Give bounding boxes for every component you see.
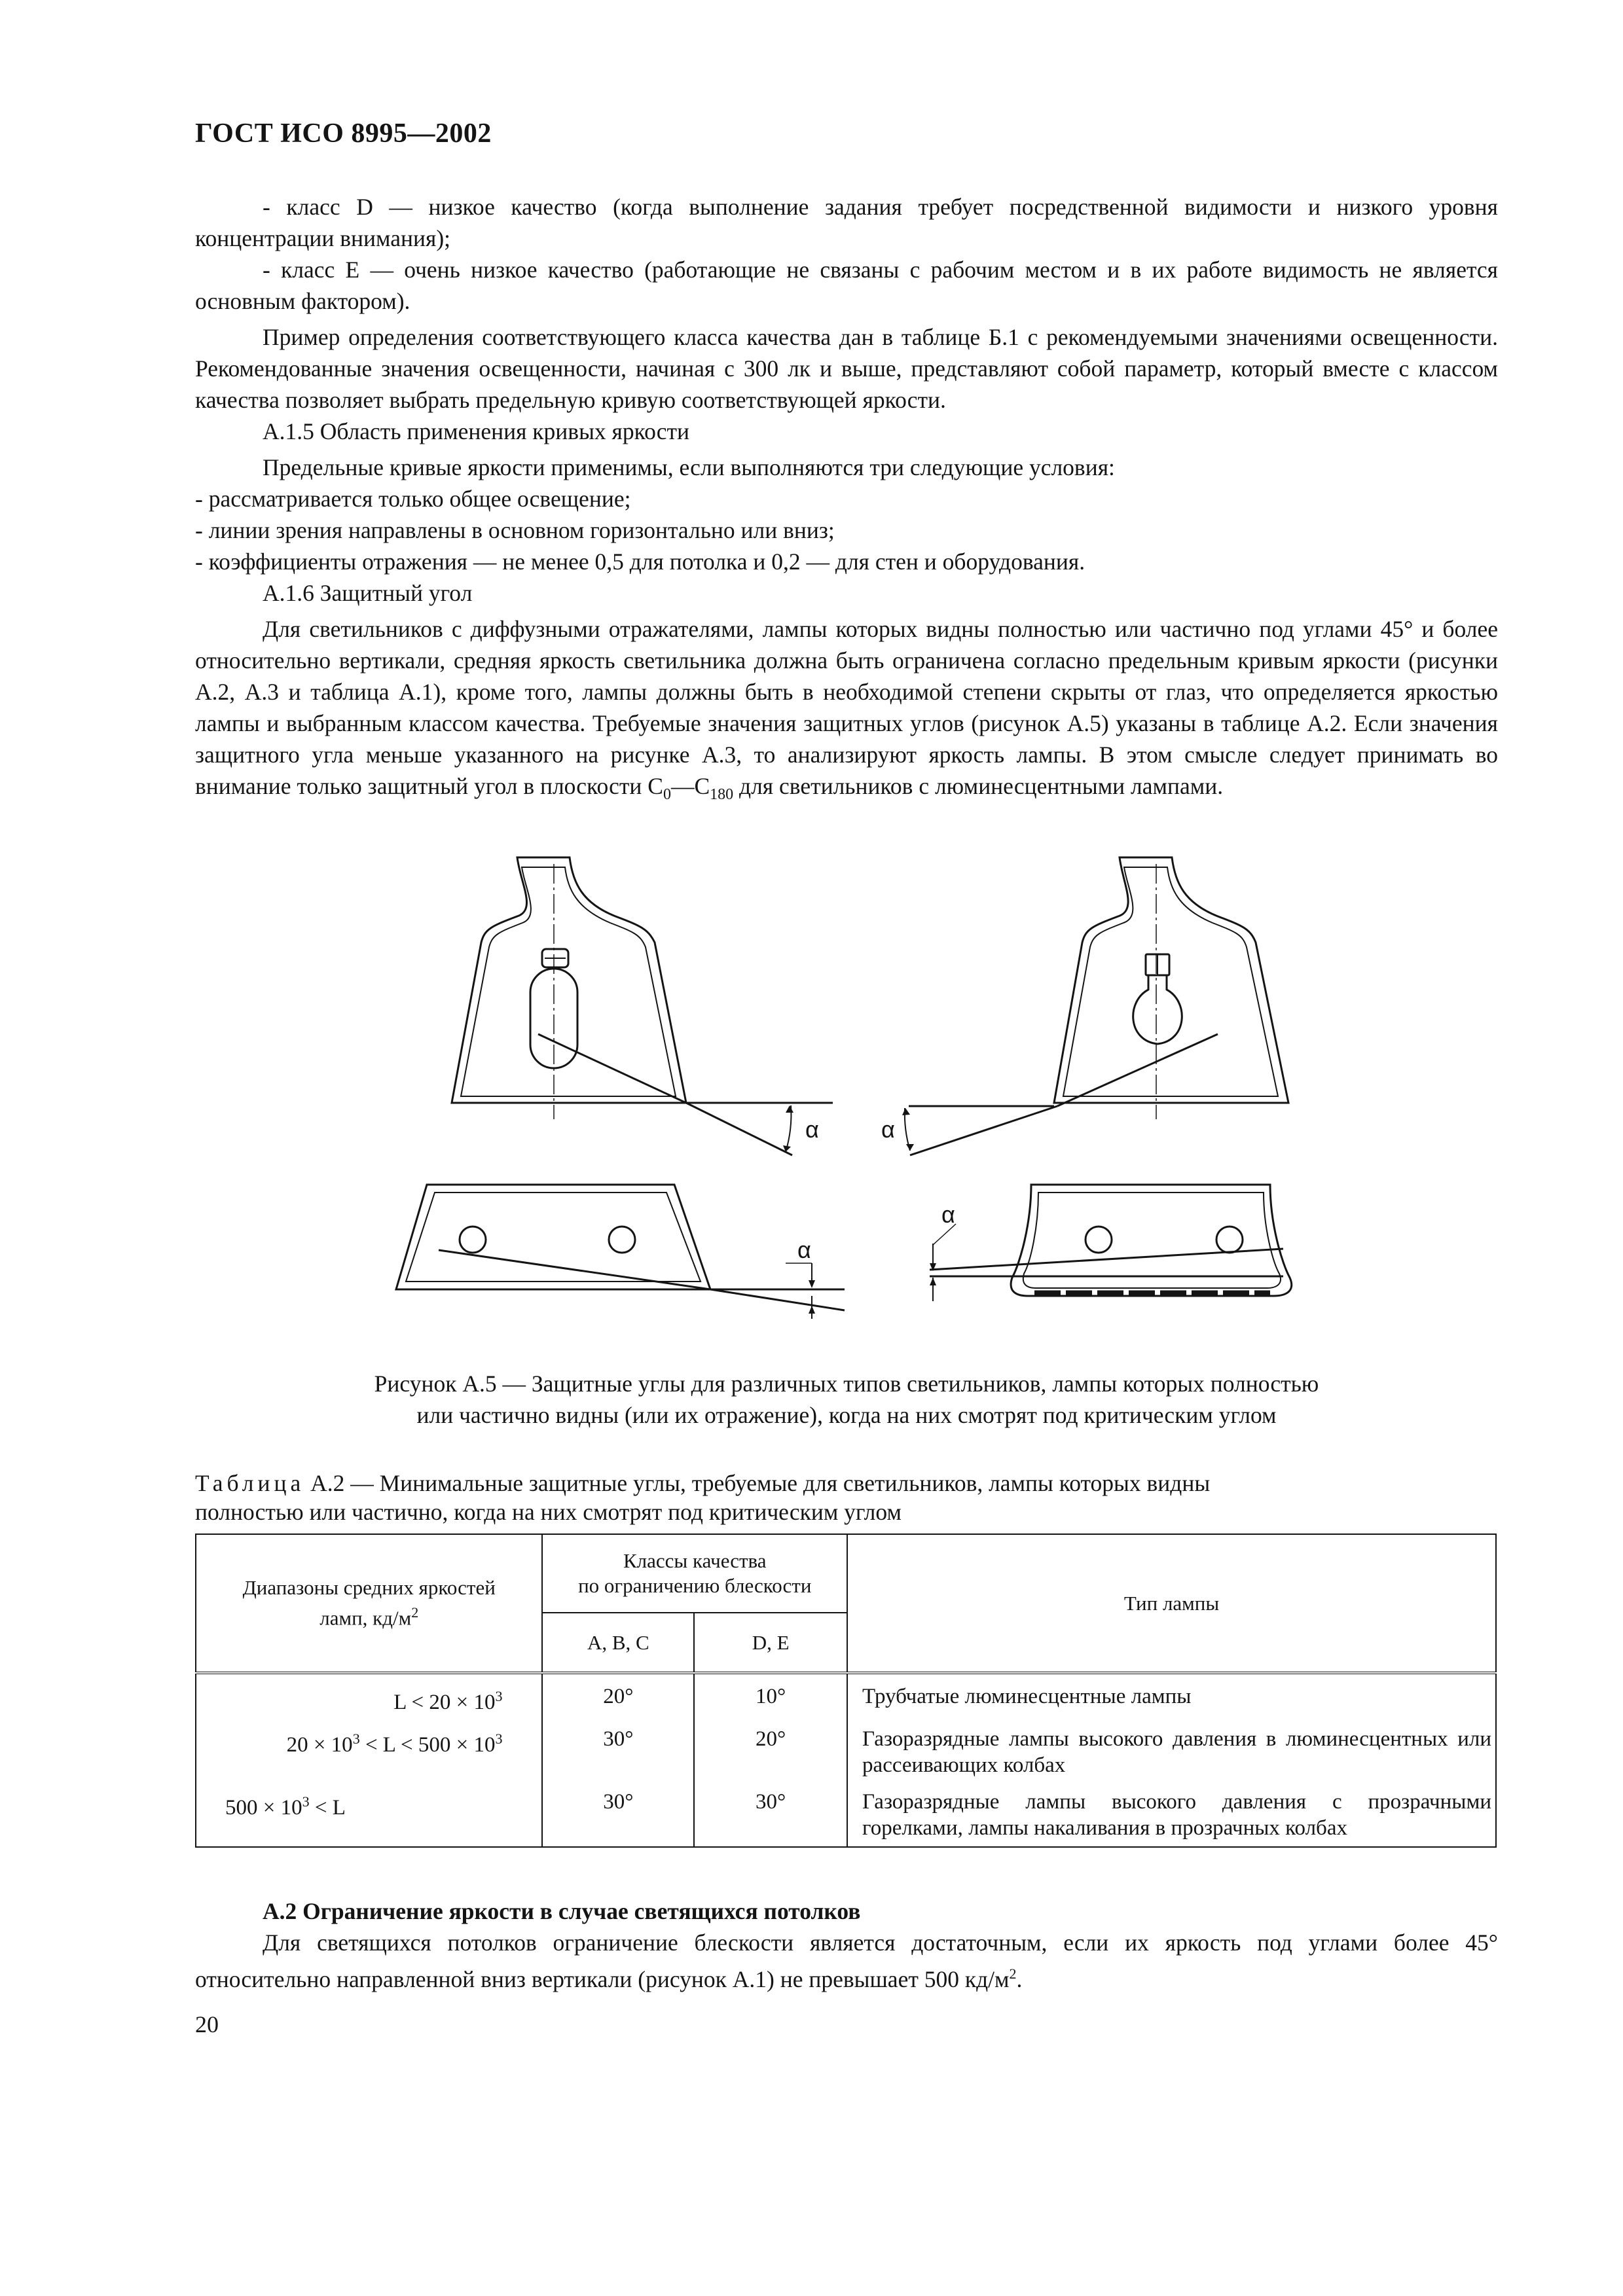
body-text xyxy=(195,191,1498,810)
luminaire-trapezoid-section xyxy=(396,1185,845,1319)
cell-de: 10° xyxy=(694,1673,847,1721)
luminaire-rounded-section xyxy=(930,1185,1292,1301)
cell-lamp-type: Газоразрядные лампы высокого давления в люминесцентных или рассеивающих колбах xyxy=(847,1721,1496,1784)
header-lamp-type: Тип лампы xyxy=(847,1534,1496,1673)
alpha-label-4: α xyxy=(941,1201,955,1228)
list-item-reflectance: - коэффициенты отражения — не менее 0,5 для потолка и 0,2 — для стен и оборудования. xyxy=(195,548,1085,575)
cell-abc: 30° xyxy=(542,1784,694,1847)
paragraph-class-e: - класс Е — очень низкое качество (работающие не связаны с рабочим местом и в их работе видимость не является основным фактором). xyxy=(195,257,1498,314)
figure-shielding-angles xyxy=(354,844,1375,1368)
caption-line-1: Рисунок А.5 — Защитные углы для различных типов светильников, лампы которых полностью xyxy=(374,1371,1319,1397)
section-a2-text: Для светящихся потолков ограничение блескости является достаточным, если их яркость под углами более 45° относительно направленной вниз вертикали (рисунок А.1) не превышает 500 $кд/м^2$. xyxy=(195,1929,1498,1992)
subsection-a15-heading: А.1.5 Область применения кривых яркости xyxy=(263,418,689,444)
paragraph-shielding-angle: Для светильников с диффузными отражателями, лампы которых видны полностью или частично под углами 45° и более относительно вертикали, средняя яркость светильника должна быть ограничена согласно предельным кривым яркости (рисунки А.2, А.3 и таблица А.1), кроме того, лампы должны быть в необходимой степени скрыты от глаз, что определяется яркостью лампы и выбранным классом качества. Требуемые значения защитных углов (рисунок А.5) указаны в таблице А.2. Если значения защитного угла меньше указанного на рисунке А.3, то анализируют яркость лампы. В этом смысле следует принимать во внимание только защитный угол в плоскости $C_0—C_{180}$ для светильников с люминесцентными лампами. xyxy=(195,616,1498,803)
cell-de: 30° xyxy=(694,1784,847,1847)
table-title xyxy=(195,1469,1498,1526)
cell-abc: 30° xyxy=(542,1721,694,1784)
table-title-prefix: Таблица xyxy=(195,1470,305,1496)
cell-abc: 20° xyxy=(542,1673,694,1721)
header-luminance-range: Диапазоны средних яркостей ламп, $кд/м^2$ xyxy=(196,1534,542,1673)
paragraph-example: Пример определения соответствующего класса качества дан в таблице Б.1 с рекомендуемыми значениями освещенности. Рекомендованные значения освещенности, начиная с 300 лк и выше, представляют собой параметр, который вместе с классом качества позволяет выбрать предельную кривую соответствующей яркости. xyxy=(195,324,1498,413)
document-header: ГОСТ ИСО 8995—2002 xyxy=(195,118,492,149)
list-item-sight-lines: - линии зрения направлены в основном горизонтально или вниз; xyxy=(195,517,835,543)
table-title-line-1: А.2 — Минимальные защитные углы, требуемые для светильников, лампы которых видны xyxy=(304,1470,1211,1496)
paragraph-conditions: Предельные кривые яркости применимы, если выполняются три следующие условия: xyxy=(263,454,1115,480)
header-class-de: D, Е xyxy=(694,1613,847,1673)
caption-line-2: или частично видны (или их отражение), когда на них смотрят под критическим углом xyxy=(416,1402,1277,1428)
alpha-label-3: α xyxy=(797,1236,811,1263)
page-number: 20 xyxy=(195,2011,219,2037)
luminaire-tubular-lamp xyxy=(452,857,833,1155)
table-row xyxy=(196,1784,1496,1847)
alpha-label-1: α xyxy=(805,1116,819,1143)
section-a2-heading: А.2 Ограничение яркости в случае светящихся потолков xyxy=(263,1898,861,1924)
alpha-label-2: α xyxy=(881,1116,895,1143)
cell-range: $20 \times 10^3 < L < 500 \times 10^3$ xyxy=(196,1721,542,1784)
table-title-line-2: полностью или частично, когда на них смотрят под критическим углом xyxy=(195,1499,902,1525)
header-quality-classes: Классы качества по ограничению блескости xyxy=(542,1534,847,1613)
table-row xyxy=(196,1673,1496,1721)
shielding-angles-table xyxy=(195,1534,1497,1848)
cell-lamp-type: Газоразрядные лампы высокого давления с прозрачными горелками, лампы накаливания в прозрачных колбах xyxy=(847,1784,1496,1847)
cell-range: $L < 20 \times 10^3$ xyxy=(196,1673,542,1721)
list-item-general-lighting: - рассматривается только общее освещение; xyxy=(195,486,631,512)
figure-caption xyxy=(195,1368,1498,1431)
paragraph-class-d: - класс D — низкое качество (когда выполнение задания требует посредственной видимости и низкого уровня концентрации внимания); xyxy=(195,194,1498,251)
cell-range: $500 \times 10^3 < L$ xyxy=(196,1784,542,1847)
cell-lamp-type: Трубчатые люминесцентные лампы xyxy=(847,1673,1496,1721)
header-class-abc: А, В, С xyxy=(542,1613,694,1673)
cell-de: 20° xyxy=(694,1721,847,1784)
subsection-a16-heading: А.1.6 Защитный угол xyxy=(263,580,473,606)
table-row xyxy=(196,1721,1496,1784)
luminaire-bulb-lamp xyxy=(902,857,1288,1155)
section-a2 xyxy=(195,1895,1498,1995)
